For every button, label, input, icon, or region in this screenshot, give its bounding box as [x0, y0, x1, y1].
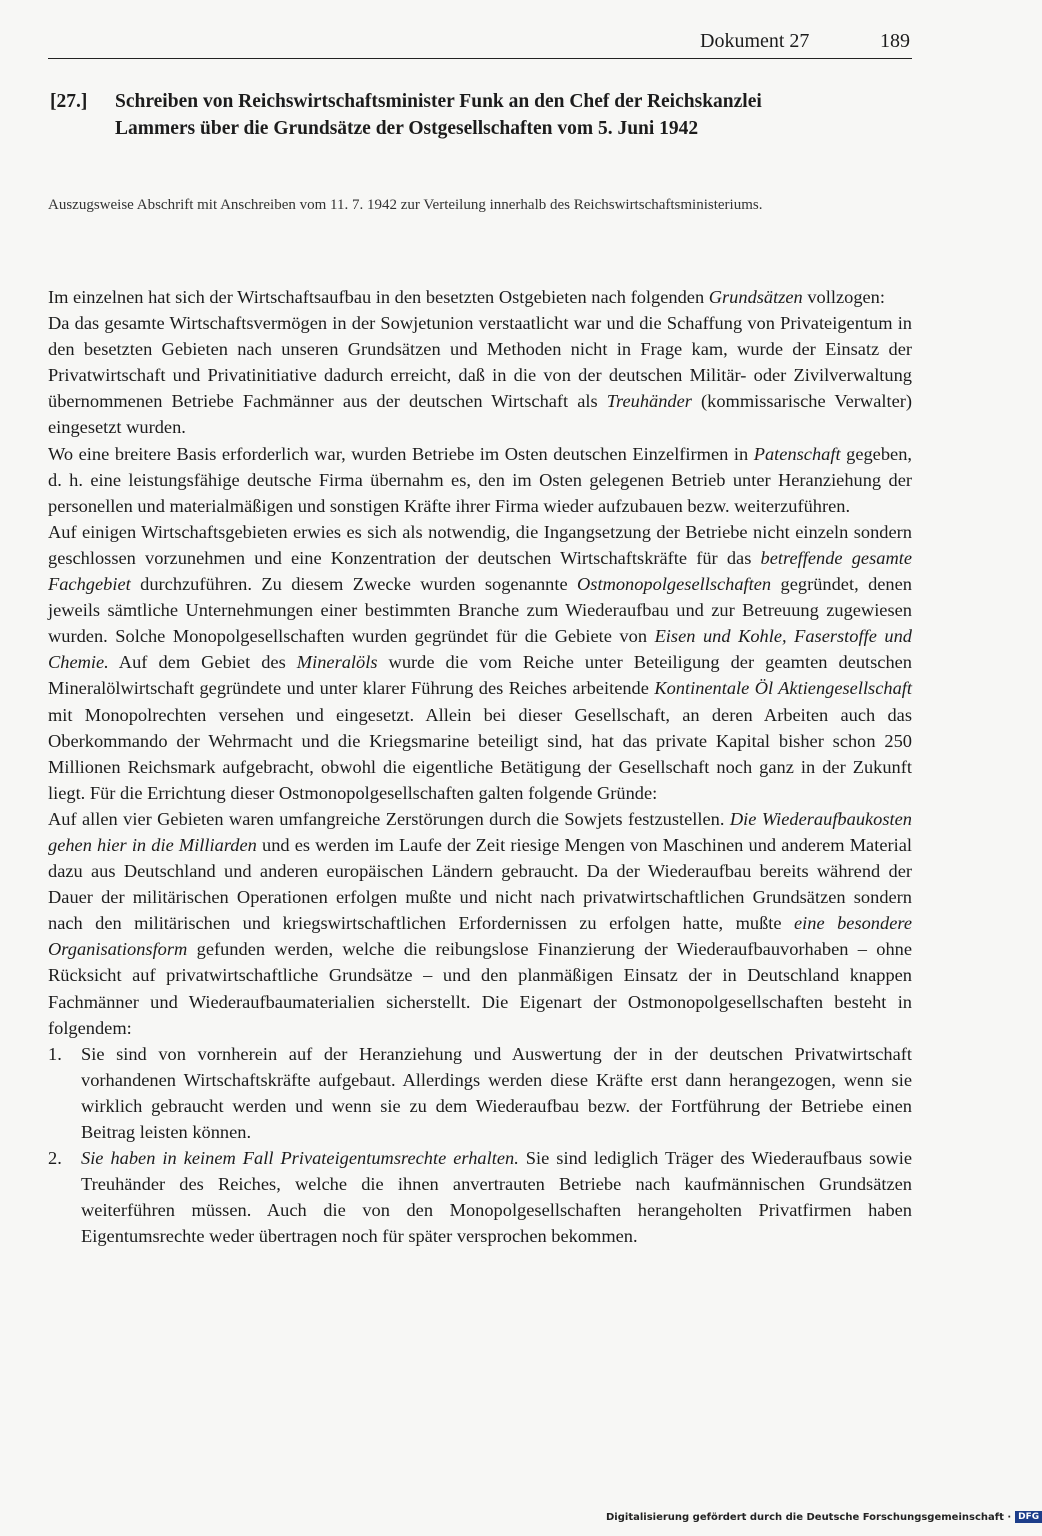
title-line-2: Lammers über die Grundsätze der Ostgesellschaften vom 5. Juni 1942: [115, 118, 699, 139]
list-number: 2.: [48, 1148, 62, 1169]
title-text: [115, 88, 910, 142]
paragraph-3: Wo eine breitere Basis erforderlich war, wurden Betriebe im Osten deutschen Einzelfirmen in Patenschaft gegeben, d. h. eine leistungsfähige deutsche Firma übernahm es, den im Osten gelegenen Betrieb unter Heranziehung der personellen und materialmäßigen und sonstigen Kräfte ihrer Firma wieder aufzubauen bezw. weiterzuführen.: [48, 443, 912, 516]
paragraph-1: Im einzelnen hat sich der Wirtschaftsaufbau in den besetzten Ostgebieten nach folgenden Grundsätzen vollzogen:: [48, 287, 885, 307]
source-note: Auszugsweise Abschrift mit Anschreiben vom 11. 7. 1942 zur Verteilung innerhalb des Reichswirtschaftsministeriums.: [48, 197, 763, 213]
running-header: [700, 30, 910, 53]
page-number: 189: [880, 30, 910, 52]
dfg-logo-icon: DFG: [1015, 1511, 1042, 1523]
paragraph-2: Da das gesamte Wirtschaftsvermögen in der Sowjetunion verstaatlicht war und die Schaffung von Privateigentum in den besetzten Gebieten nach unseren Grundsätzen und Methoden nicht in Frage kam, wurde der Einsatz der Privatwirtschaft und Privatinitiative dadurch erreicht, daß in die von der deutschen Militär- oder Zivilverwaltung übernommenen Betriebe Fachmänner aus der deutschen Wirtschaft als Treuhänder (kommissarische Verwalter) eingesetzt wurden.: [48, 313, 912, 438]
paragraph-4: Auf einigen Wirtschaftsgebieten erwies es sich als notwendig, die Ingangsetzung der Betriebe nicht einzeln sondern geschlossen vorzunehmen und eine Konzentration der deutschen Wirtschaftskräfte für das betreffende gesamte Fachgebiet durchzuführen. Zu diesem Zwecke wurden sogenannte Ostmonopolgesellschaften gegründet, denen jeweils sämtliche Unternehmungen einer bestimmten Branche zum Wiederaufbau und zur Betreuung zugewiesen wurden. Solche Monopolgesellschaften wurden gegründet für die Gebiete von Eisen und Kohle, Faserstoffe und Chemie. Auf dem Gebiet des Mineralöls wurde die vom Reiche unter Beteiligung der geamten deutschen Mineralölwirtschaft gegründete und unter klarer Führung des Reiches arbeitende Kontinentale Öl Aktiengesellschaft mit Monopolrechten versehen und eingesetzt. Allein bei dieser Gesellschaft, an deren Arbeiten auch das Oberkommando der Wehrmacht und die Kriegsmarine beteiligt sind, hat das private Kapital bisher schon 250 Millionen Reichsmark aufgebracht, obwohl die eigentliche Betätigung der Gesellschaft noch ganz in der Zukunft liegt. Für die Errichtung dieser Ostmonopolgesellschaften galten folgende Gründe:: [48, 521, 913, 803]
list-item: 2. Sie haben in keinem Fall Privateigentumsrechte erhalten. Sie sind lediglich Träger des Wiederaufbaus sowie Treuhänder des Reiches, welche die ihnen anvertrauten Betriebe nach kaufmännischen Grundsätzen weiterführen müssen. Auch die von den Monopolgesellschaften herangeholten Privatfirmen haben Eigentumsrechte weder übertragen noch für später versprochen bekommen.: [48, 1145, 912, 1249]
title-line-1: Schreiben von Reichswirtschaftsminister Funk an den Chef der Reichskanzlei: [115, 91, 762, 112]
document-number: [27.]: [50, 91, 88, 112]
header-rule: [48, 58, 912, 59]
numbered-list: [48, 1041, 912, 1250]
list-number: 1.: [48, 1043, 62, 1064]
document-body: [48, 284, 912, 1249]
paragraph-5: Auf allen vier Gebieten waren umfangreiche Zerstörungen durch die Sowjets festzustellen. Die Wiederaufbaukosten gehen hier in die Milliarden und es werden im Laufe der Zeit riesige Mengen von Maschinen und anderem Material dazu aus Deutschland und anderen europäischen Ländern gebraucht. Da der Wiederaufbau bereits während der Dauer der militärischen Operationen erfolgen mußte und nicht nach privatwirtschaftlichen Grundsätzen sondern nach den militärischen und kriegswirtschaftlichen Erfordernissen zu erfolgen hatte, mußte eine besondere Organisationsform gefunden werden, welche die reibungslose Finanzierung der Wiederaufbauvorhaben – ohne Rücksicht auf privatwirtschaftliche Grundsätze – und den planmäßigen Einsatz der in Deutschland knappen Fachmänner und Wiederaufbaumaterialien sicherstellt. Die Eigenart der Ostmonopolgesellschaften besteht in folgendem:: [48, 808, 913, 1038]
digitization-footer: [606, 1511, 1040, 1523]
document-label: Dokument 27: [700, 30, 810, 52]
footer-text: Digitalisierung gefördert durch die Deutsche Forschungsgemeinschaft ·: [606, 1511, 1012, 1523]
list-item: 1. Sie sind von vornherein auf der Heranziehung und Auswertung der in der deutschen Privatwirtschaft vorhandenen Wirtschaftskräfte aufgebaut. Allerdings werden diese Kräfte erst dann herangezogen, wenn sie wirklich gebraucht werden und wenn sie zu dem Wiederaufbau bezw. der Fortführung der Betriebe einen Beitrag leisten können.: [48, 1041, 912, 1145]
document-title: [50, 88, 910, 142]
